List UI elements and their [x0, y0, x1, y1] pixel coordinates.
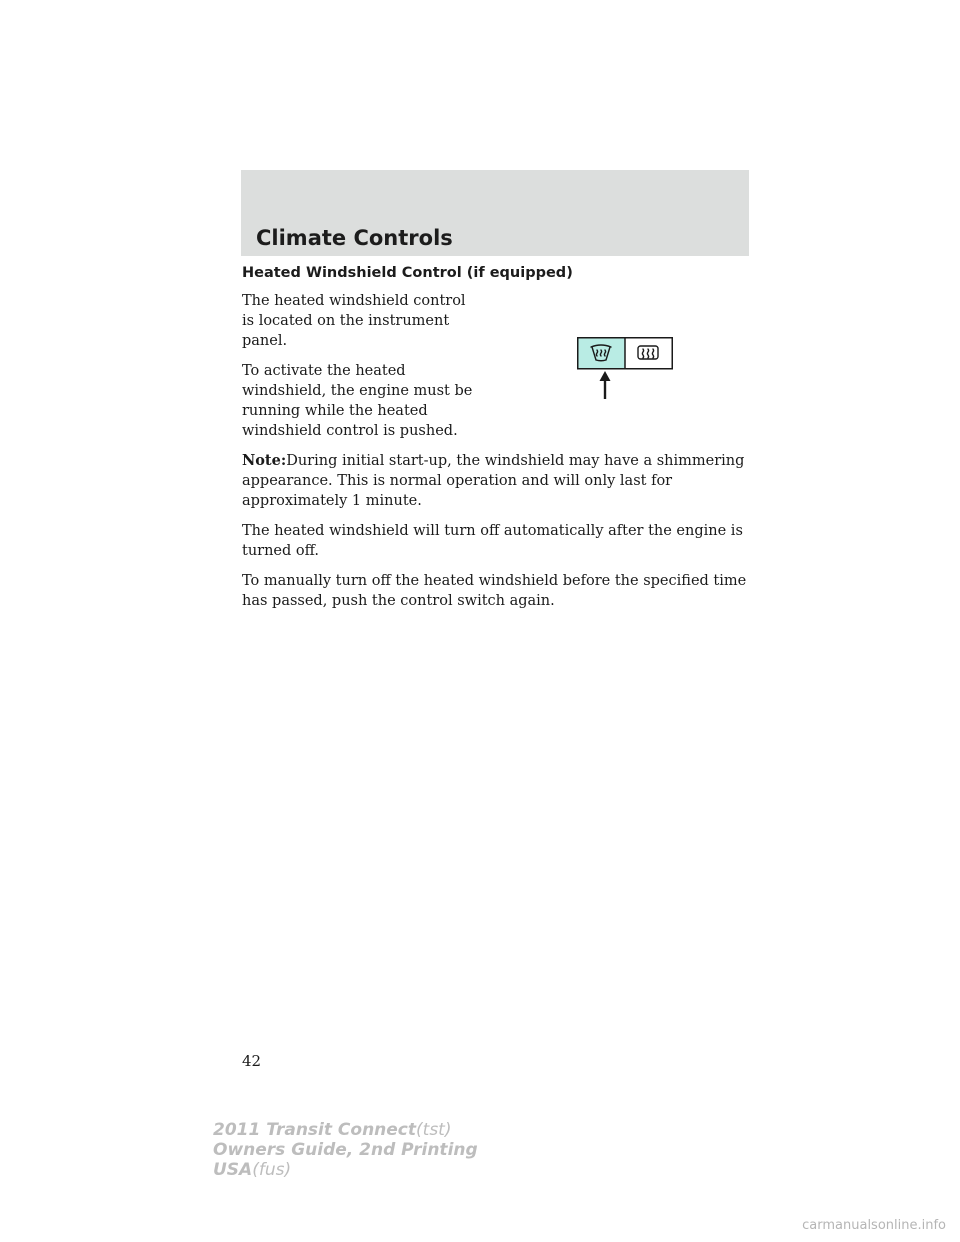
- note-label: Note:: [242, 452, 287, 469]
- footer-model-code: (tst): [416, 1120, 452, 1140]
- page-content: [242, 263, 748, 621]
- subheading: Heated Windshield Control (if equipped): [242, 265, 573, 281]
- heated-windshield-button-highlight: [579, 339, 626, 369]
- page-number: 42: [242, 1052, 262, 1070]
- note-paragraph: [242, 451, 748, 511]
- footer-region-code: (fus): [252, 1160, 292, 1180]
- watermark: carmanualsonline.info: [802, 1218, 946, 1233]
- note-text: During initial start-up, the windshield may have a shimmering appearance. This is normal operation and will only last for approximately 1 minute.: [242, 453, 745, 509]
- footer-line-3: [213, 1160, 478, 1180]
- paragraph-manual-off: To manually turn off the heated windshield before the specified time has passed, push the control switch again.: [242, 573, 747, 609]
- paragraph-activate: To activate the heated windshield, the engine must be running while the heated windshield control is pushed.: [242, 363, 473, 439]
- heated-windshield-control-illustration: [577, 337, 673, 401]
- section-header: [241, 170, 749, 256]
- arrow-up-icon: [600, 371, 611, 399]
- paragraph-auto-off: The heated windshield will turn off automatically after the engine is turned off.: [242, 523, 743, 559]
- footer-line-2: Owners Guide, 2nd Printing: [213, 1140, 478, 1160]
- footer-line-1: [213, 1120, 478, 1140]
- footer-region: USA: [213, 1160, 253, 1180]
- footer: [213, 1120, 478, 1180]
- section-title: Climate Controls: [256, 226, 453, 250]
- footer-model: 2011 Transit Connect: [213, 1120, 417, 1140]
- paragraph-location: The heated windshield control is located on the instrument panel.: [242, 293, 466, 349]
